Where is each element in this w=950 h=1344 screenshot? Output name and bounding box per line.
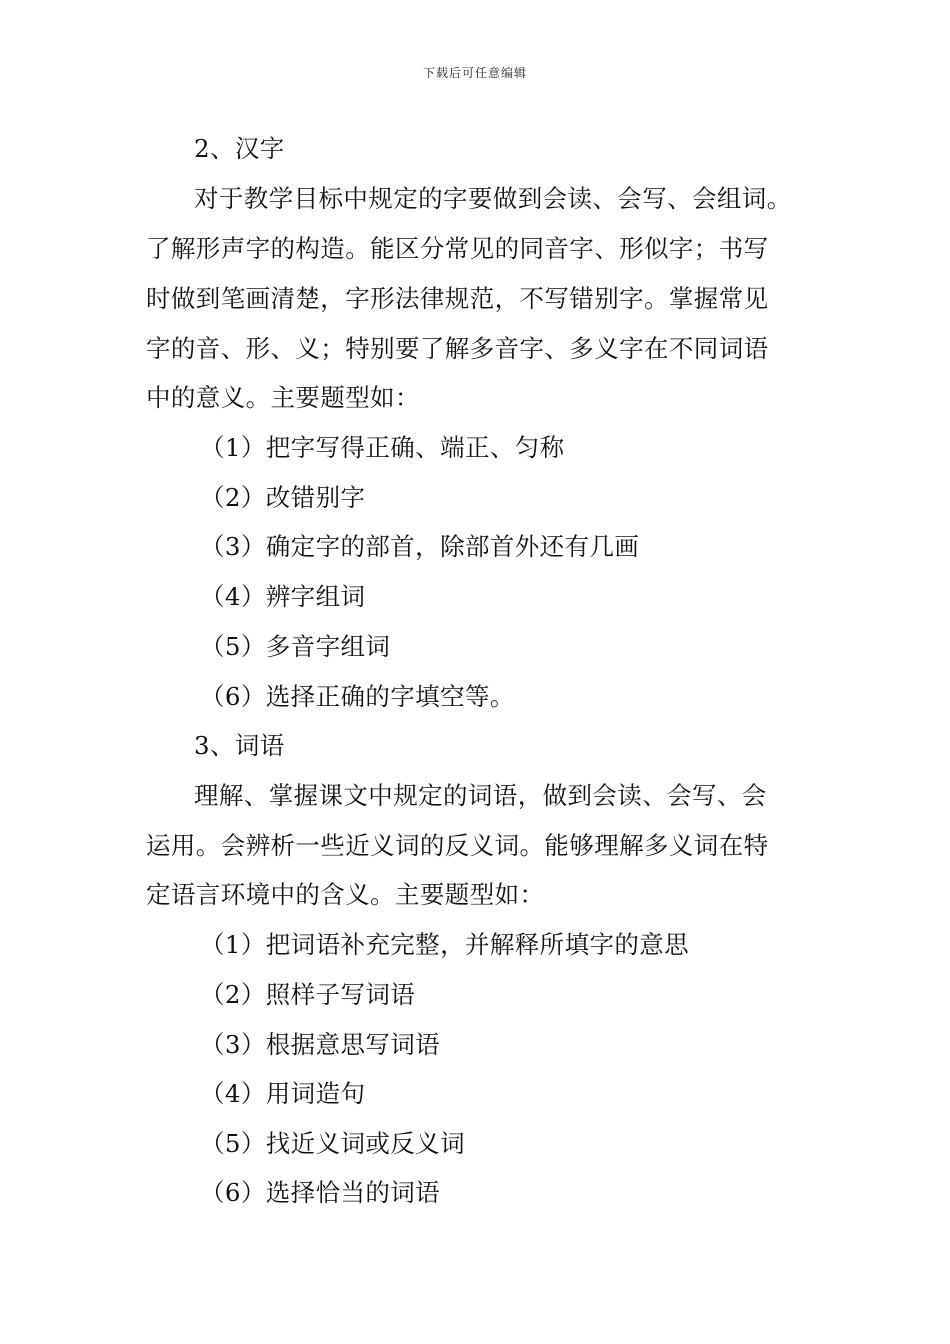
section-heading-ciyu: 3、词语 (194, 731, 285, 760)
paragraph-line: 时做到笔画清楚，字形法律规范，不写错别字。掌握常见 (146, 284, 769, 313)
list-item: （6）选择恰当的词语 (200, 1178, 441, 1207)
list-item: （3）确定字的部首，除部首外还有几画 (200, 532, 640, 561)
list-item: （1）把字写得正确、端正、匀称 (200, 433, 565, 462)
list-item: （2）照样子写词语 (200, 980, 416, 1009)
list-item: （5）多音字组词 (200, 632, 391, 661)
paragraph-line: 对于教学目标中规定的字要做到会读、会写、会组词。 (194, 184, 792, 213)
list-item: （2）改错别字 (200, 483, 366, 512)
page-header: 下载后可任意编辑 (422, 66, 527, 80)
list-item: （4）辨字组词 (200, 582, 366, 611)
paragraph-line: 理解、掌握课文中规定的词语，做到会读、会写、会 (194, 781, 767, 810)
paragraph-line: 中的意义。主要题型如： (146, 383, 420, 412)
list-item: （1）把词语补充完整，并解释所填字的意思 (200, 930, 690, 959)
section-heading-hanzi: 2、汉字 (194, 134, 285, 163)
list-item: （3）根据意思写词语 (200, 1030, 441, 1059)
paragraph-line: 定语言环境中的含义。主要题型如： (146, 880, 545, 909)
paragraph-line: 运用。会辨析一些近义词的反义词。能够理解多义词在特 (146, 831, 769, 860)
list-item: （4）用词造句 (200, 1079, 366, 1108)
paragraph-line: 了解形声字的构造。能区分常见的同音字、形似字；书写 (146, 234, 769, 263)
list-item: （5）找近义词或反义词 (200, 1129, 465, 1158)
list-item: （6）选择正确的字填空等。 (200, 682, 515, 711)
paragraph-line: 字的音、形、义；特别要了解多音字、多义字在不同词语 (146, 334, 769, 363)
